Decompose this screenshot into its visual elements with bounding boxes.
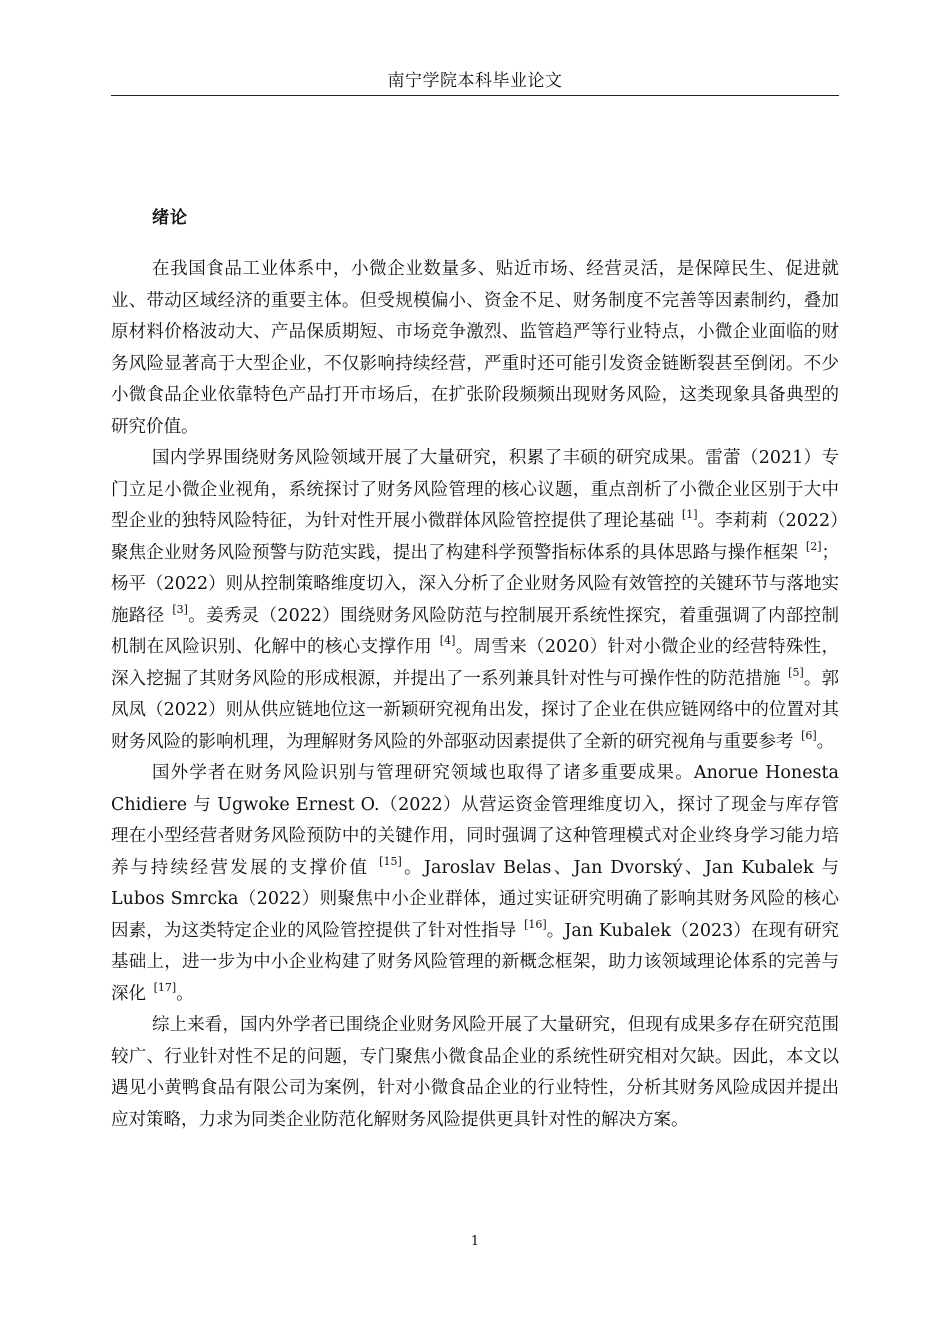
paragraph-text: 。 xyxy=(176,983,194,1004)
body-text xyxy=(111,254,839,1136)
header-divider xyxy=(111,95,839,96)
citation-marker: [1] xyxy=(681,508,698,522)
paragraph-text: 。Jaroslav Belas、Jan Dvorský、Jan Kubalek 与 Lubos Smrcka（2022）则聚焦中小企业群体，通过实证研究明确了影响其财务风险的核心因素，为这类特定企业的风险管控提供了针对性指导 xyxy=(111,857,840,941)
paragraph-1 xyxy=(111,254,839,443)
paragraph-text: 。姜秀灵（2022）围绕财务风险防范与控制展开系统性探究，着重强调了内部控制机制在风险识别、化解中的核心支撑作用 xyxy=(111,605,839,657)
citation-marker: [16] xyxy=(524,917,547,931)
citation-marker: [6] xyxy=(801,728,817,742)
citation-marker: [2] xyxy=(805,539,822,553)
paragraph-3 xyxy=(111,758,839,1010)
paragraph-4 xyxy=(111,1010,839,1136)
paragraph-text: 综上来看，国内外学者已围绕企业财务风险开展了大量研究，但现有成果多存在研究范围较广、行业针对性不足的问题，专门聚焦小微食品企业的系统性研究相对欠缺。因此，本文以遇见小黄鸭食品有限公司为案例，针对小微食品企业的行业特性，分析其财务风险成因并提出应对策略，力求为同类企业防范化解财务风险提供更具针对性的解决方案。 xyxy=(111,1015,839,1130)
paragraph-text: 国外学者在财务风险识别与管理研究领域也取得了诸多重要成果。Anorue Honesta Chidiere 与 Ugwoke Ernest O.（2022）从营运资金管理维度切入，探讨了现金与库存管理在小型经营者财务风险预防中的关键作用，同时强调了这种管理模式对企业终身学习能力培养与持续经营发展的支撑价值 xyxy=(111,763,839,878)
paragraph-text: 在我国食品工业体系中，小微企业数量多、贴近市场、经营灵活，是保障民生、促进就业、带动区域经济的重要主体。但受规模偏小、资金不足、财务制度不完善等因素制约，叠加原材料价格波动大、产品保质期短、市场竞争激烈、监管趋严等行业特点，小微企业面临的财务风险显著高于大型企业，不仅影响持续经营，严重时还可能引发资金链断裂甚至倒闭。不少小微食品企业依靠特色产品打开市场后，在扩张阶段频频出现财务风险，这类现象具备典型的研究价值。 xyxy=(111,259,839,437)
citation-marker: [5] xyxy=(788,665,804,679)
citation-marker: [17] xyxy=(153,980,177,994)
paragraph-text: 。周雪来（2020）针对小微企业的经营特殊性，深入挖掘了其财务风险的形成根源，并提出了一系列兼具针对性与可操作性的防范措施 xyxy=(111,637,839,689)
paragraph-text: ；杨平（2022）则从控制策略维度切入，深入分析了企业财务风险有效管控的关键环节与落地实施路径 xyxy=(111,542,839,626)
citation-marker: [4] xyxy=(439,634,456,648)
page-header: 南宁学院本科毕业论文 xyxy=(387,71,563,91)
paragraph-text: 。 xyxy=(816,731,835,752)
paragraph-2 xyxy=(111,443,839,758)
citation-marker: [15] xyxy=(379,854,402,868)
paragraph-text: 。李莉莉（2022）聚焦企业财务风险预警与防范实践，提出了构建科学预警指标体系的具体思路与操作框架 xyxy=(111,511,839,563)
paragraph-text: 。Jan Kubalek（2023）在现有研究基础上，进一步为中小企业构建了财务风险管理的新概念框架，助力该领域理论体系的完善与深化 xyxy=(111,920,839,1004)
paragraph-text: 国内学界围绕财务风险领域开展了大量研究，积累了丰硕的研究成果。雷蕾（2021）专门立足小微企业视角，系统探讨了财务风险管理的核心议题，重点剖析了小微企业区别于大中型企业的独特风险特征，为针对性开展小微群体风险管控提供了理论基础 xyxy=(111,448,839,531)
paragraph-text: 。郭凤凤（2022）则从供应链地位这一新颖研究视角出发，探讨了企业在供应链网络中的位置对其财务风险的影响机理，为理解财务风险的外部驱动因素提供了全新的研究视角与重要参考 xyxy=(111,668,840,752)
citation-marker: [3] xyxy=(172,602,188,616)
section-heading: 绪论 xyxy=(152,208,188,228)
page-number: 1 xyxy=(470,1234,480,1249)
